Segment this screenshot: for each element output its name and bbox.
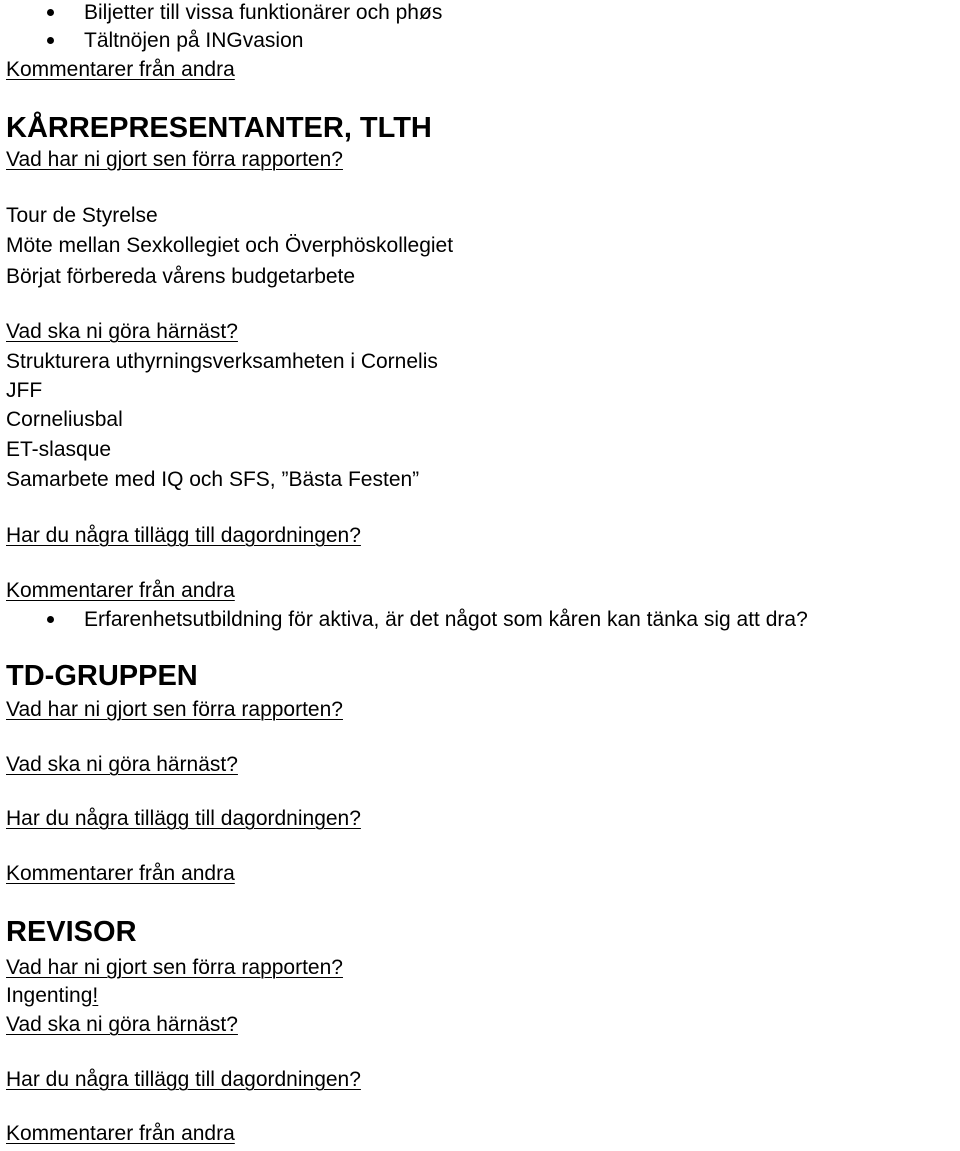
agenda-heading: Har du några tillägg till dagordningen? xyxy=(6,1068,361,1091)
agenda-heading: Har du några tillägg till dagordningen? xyxy=(6,807,361,830)
bullet-item xyxy=(0,0,960,26)
done-heading: Vad har ni gjort sen förra rapporten? xyxy=(6,698,343,721)
next-item: ET-slasque xyxy=(6,438,112,461)
bullet-dot-icon xyxy=(47,9,54,16)
next-item: Strukturera uthyrningsverksamheten i Cornelis xyxy=(6,350,438,373)
done-item: Möte mellan Sexkollegiet och Överphöskollegiet xyxy=(6,234,454,257)
comments-heading: Kommentarer från andra xyxy=(6,58,235,81)
done-heading: Vad har ni gjort sen förra rapporten? xyxy=(6,956,343,979)
section-title: TD-GRUPPEN xyxy=(6,660,198,692)
comments-heading: Kommentarer från andra xyxy=(6,1122,235,1145)
comments-heading: Kommentarer från andra xyxy=(6,862,235,885)
bullet-text: Tältnöjen på INGvasion xyxy=(84,29,304,52)
next-item: JFF xyxy=(6,379,43,402)
next-item: Corneliusbal xyxy=(6,408,123,431)
done-heading: Vad har ni gjort sen förra rapporten? xyxy=(6,148,343,171)
bullet-item xyxy=(0,607,960,633)
agenda-heading: Har du några tillägg till dagordningen? xyxy=(6,524,361,547)
next-heading: Vad ska ni göra härnäst? xyxy=(6,1013,238,1036)
bullet-item xyxy=(0,28,960,54)
done-text xyxy=(6,983,98,1009)
next-item: Samarbete med IQ och SFS, ”Bästa Festen” xyxy=(6,468,420,491)
section-title: REVISOR xyxy=(6,916,137,948)
done-text-main: Ingenting xyxy=(6,984,93,1007)
done-item: Tour de Styrelse xyxy=(6,204,158,227)
done-text-punct: ! xyxy=(92,984,99,1007)
next-heading: Vad ska ni göra härnäst? xyxy=(6,320,238,343)
bullet-text: Erfarenhetsutbildning för aktiva, är det något som kåren kan tänka sig att dra? xyxy=(84,608,808,631)
bullet-dot-icon xyxy=(47,37,54,44)
comments-heading: Kommentarer från andra xyxy=(6,579,235,602)
done-item: Börjat förbereda vårens budgetarbete xyxy=(6,265,356,288)
next-heading: Vad ska ni göra härnäst? xyxy=(6,753,238,776)
section-title: KÅRREPRESENTANTER, TLTH xyxy=(6,112,432,144)
bullet-dot-icon xyxy=(47,616,54,623)
bullet-text: Biljetter till vissa funktionärer och phøs xyxy=(84,1,443,24)
